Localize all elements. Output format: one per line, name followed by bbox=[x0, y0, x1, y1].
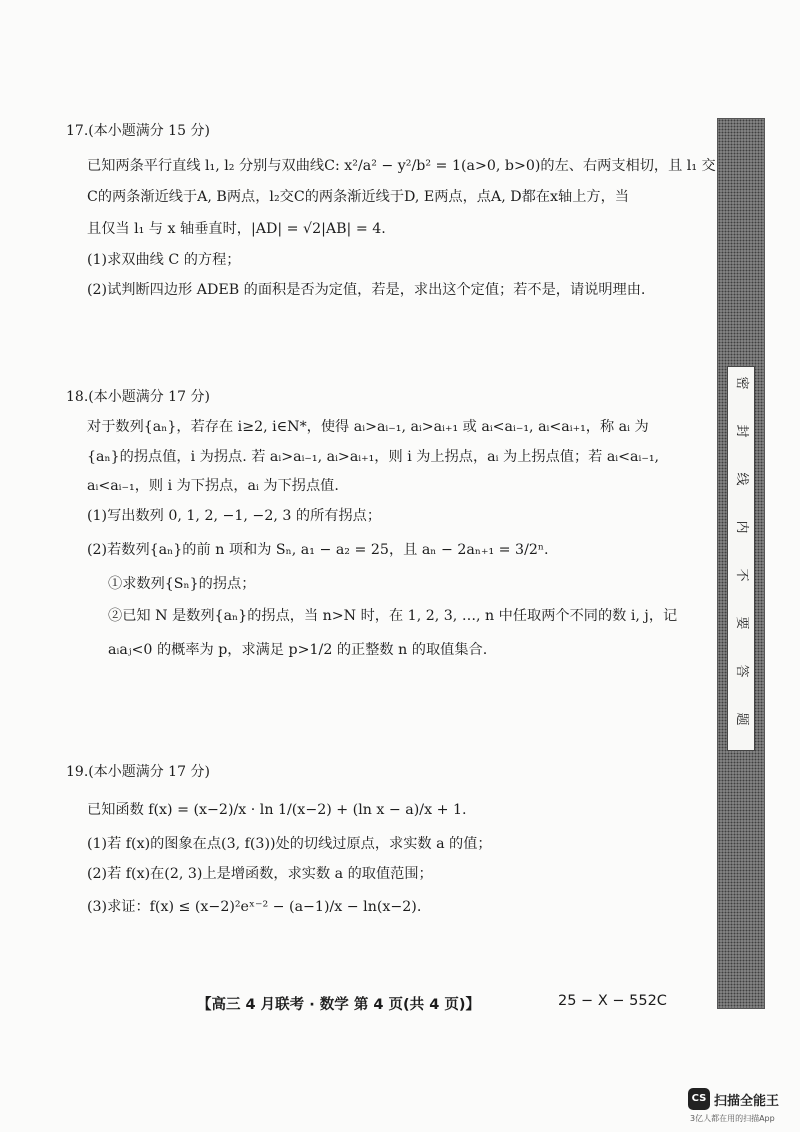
page-footer: 【高三 4 月联考 · 数学 第 4 页(共 4 页)】 bbox=[197, 997, 480, 1013]
q19-part-1: (1)若 f(x)的图象在点(3, f(3))处的切线过原点，求实数 a 的值； bbox=[87, 836, 492, 852]
seal-strip bbox=[717, 118, 765, 1009]
q17-line-1: 已知两条平行直线 l₁, l₂ 分别与双曲线C: x²/a² − y²/b² = 1(a>0, b>0)的左、右两支相切，且 l₁ 交 bbox=[87, 158, 716, 174]
q18-line-3: aᵢ<aᵢ₋₁，则 i 为下拐点，aᵢ 为下拐点值. bbox=[87, 478, 339, 494]
q18-part-1: (1)写出数列 0, 1, 2, −1, −2, 3 的所有拐点； bbox=[87, 508, 382, 524]
q18-sub-2-cont: aᵢaⱼ<0 的概率为 p，求满足 p>1/2 的正整数 n 的取值集合. bbox=[108, 642, 488, 658]
seal-char: 不 bbox=[734, 568, 749, 582]
q17-line-3: 且仅当 l₁ 与 x 轴垂直时，|AD| = √2|AB| = 4. bbox=[87, 221, 386, 237]
seal-strip-label bbox=[727, 366, 755, 751]
watermark-app-name: 扫描全能王 bbox=[714, 1094, 780, 1109]
q17-line-2: C的两条渐近线于A, B两点，l₂交C的两条渐近线于D, E两点，点A, D都在x轴上方，当 bbox=[87, 189, 629, 205]
q18-sub-2: ②已知 N 是数列{aₙ}的拐点，当 n>N 时，在 1, 2, 3, …, n 中任取两个不同的数 i, j，记 bbox=[108, 608, 678, 624]
q18-sub-1: ①求数列{Sₙ}的拐点； bbox=[108, 576, 256, 592]
seal-char: 密 bbox=[734, 376, 749, 390]
q18-heading: 18.(本小题满分 17 分) bbox=[66, 389, 210, 405]
seal-char: 题 bbox=[734, 712, 749, 726]
scanner-watermark bbox=[688, 1088, 798, 1128]
q17-heading: 17.(本小题满分 15 分) bbox=[66, 123, 210, 139]
seal-char: 封 bbox=[734, 424, 749, 438]
exam-code: 25 − X − 552C bbox=[558, 993, 667, 1009]
q19-part-3: (3)求证：f(x) ≤ (x−2)²eˣ⁻² − (a−1)/x − ln(x−2). bbox=[87, 899, 422, 915]
q17-part-1: (1)求双曲线 C 的方程； bbox=[87, 252, 241, 268]
q18-line-2: {aₙ}的拐点值，i 为拐点. 若 aᵢ>aᵢ₋₁, aᵢ>aᵢ₊₁，则 i 为上拐点，aᵢ 为上拐点值；若 aᵢ<aᵢ₋₁, bbox=[87, 449, 660, 465]
seal-char: 线 bbox=[734, 472, 749, 486]
q18-part-2: (2)若数列{aₙ}的前 n 项和为 Sₙ, a₁ − a₂ = 25，且 aₙ − 2aₙ₊₁ = 3/2ⁿ. bbox=[87, 542, 549, 558]
seal-char: 要 bbox=[734, 616, 749, 630]
q17-part-2: (2)试判断四边形 ADEB 的面积是否为定值，若是，求出这个定值；若不是，请说明理由. bbox=[87, 282, 646, 298]
seal-char: 答 bbox=[734, 664, 749, 678]
q19-line-1: 已知函数 f(x) = (x−2)/x · ln 1/(x−2) + (ln x − a)/x + 1. bbox=[87, 802, 467, 818]
q19-part-2: (2)若 f(x)在(2, 3)上是增函数，求实数 a 的取值范围； bbox=[87, 866, 433, 882]
q18-line-1: 对于数列{aₙ}，若存在 i≥2, i∈N*，使得 aᵢ>aᵢ₋₁, aᵢ>aᵢ₊₁ 或 aᵢ<aᵢ₋₁, aᵢ<aᵢ₊₁，称 aᵢ 为 bbox=[87, 419, 649, 435]
watermark-tagline: 3亿人都在用的扫描App bbox=[690, 1114, 775, 1123]
seal-char: 内 bbox=[734, 520, 749, 534]
q19-heading: 19.(本小题满分 17 分) bbox=[66, 764, 210, 780]
camscanner-icon: CS bbox=[688, 1088, 710, 1110]
